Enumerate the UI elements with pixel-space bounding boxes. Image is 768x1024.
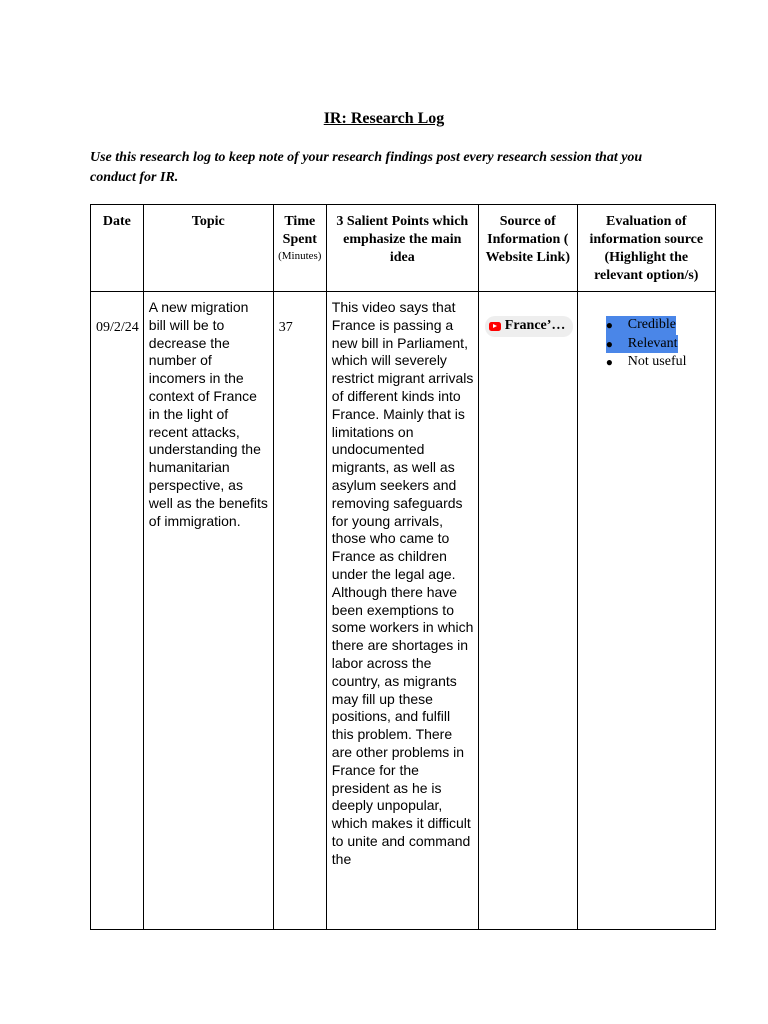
evaluation-option-label: Relevant [627, 335, 678, 351]
header-time-spent-label: Time Spent [282, 214, 317, 247]
cell-salient-points [326, 292, 478, 930]
salient-points-text: This video says that France is passing a new bill in Parliament, which will severely restrict migrant arrivals of different kinds into France. Mainly that is limitations on undocumented migrants, as well as asylum seekers and removing safeguards for young arrivals, those who came to France as children under the legal age. Although there have been exemptions to some workers in which there are shortages in labor across the country, as migrants may fill up these positions, and fulfill this problem. There are other problems in France for the president as he is deeply unpopular, which makes it difficult to unite and command the [331, 299, 474, 867]
bullet-icon: ● [605, 355, 614, 369]
table-row [91, 292, 716, 930]
time-spent-value: 37 [278, 320, 293, 335]
evaluation-option-label: Not useful [627, 354, 687, 369]
instructions-text: Use this research log to keep note of your research findings post every research session that you conduct for IR. [90, 150, 643, 185]
evaluation-option-relevant[interactable] [606, 335, 715, 354]
header-time-spent-unit: (Minutes) [278, 250, 322, 262]
table-header-row [91, 205, 716, 292]
evaluation-option-label: Credible [627, 317, 676, 332]
research-log-table [90, 204, 716, 930]
header-date: Date [91, 205, 144, 292]
cell-evaluation [577, 292, 715, 930]
bullet-icon: ● [605, 336, 614, 351]
cell-date [91, 292, 144, 930]
source-link-label: France’… [504, 318, 566, 333]
cell-time-spent [273, 292, 326, 930]
evaluation-option-not-useful[interactable] [606, 353, 715, 372]
header-topic: Topic [143, 205, 273, 292]
cell-topic [143, 292, 273, 930]
source-link-chip[interactable] [485, 316, 574, 337]
evaluation-option-credible[interactable] [606, 316, 715, 335]
header-source: Source of Information ( Website Link) [478, 205, 577, 292]
youtube-icon [489, 322, 501, 331]
evaluation-options-list [578, 316, 715, 372]
page-title: IR: Research Log [323, 110, 445, 127]
date-value: 09/2/24 [96, 320, 139, 335]
header-evaluation: Evaluation of information source (Highlight the relevant option/s) [577, 205, 715, 292]
bullet-icon: ● [605, 318, 614, 332]
topic-text: A new migration bill will be to decrease the number of incomers in the context of France in the light of recent attacks, understanding the humanitarian perspective, as well as the benefits of immigration. [148, 299, 268, 529]
header-salient-points: 3 Salient Points which emphasize the main idea [326, 205, 478, 292]
header-time-spent [273, 205, 326, 292]
cell-source [478, 292, 577, 930]
